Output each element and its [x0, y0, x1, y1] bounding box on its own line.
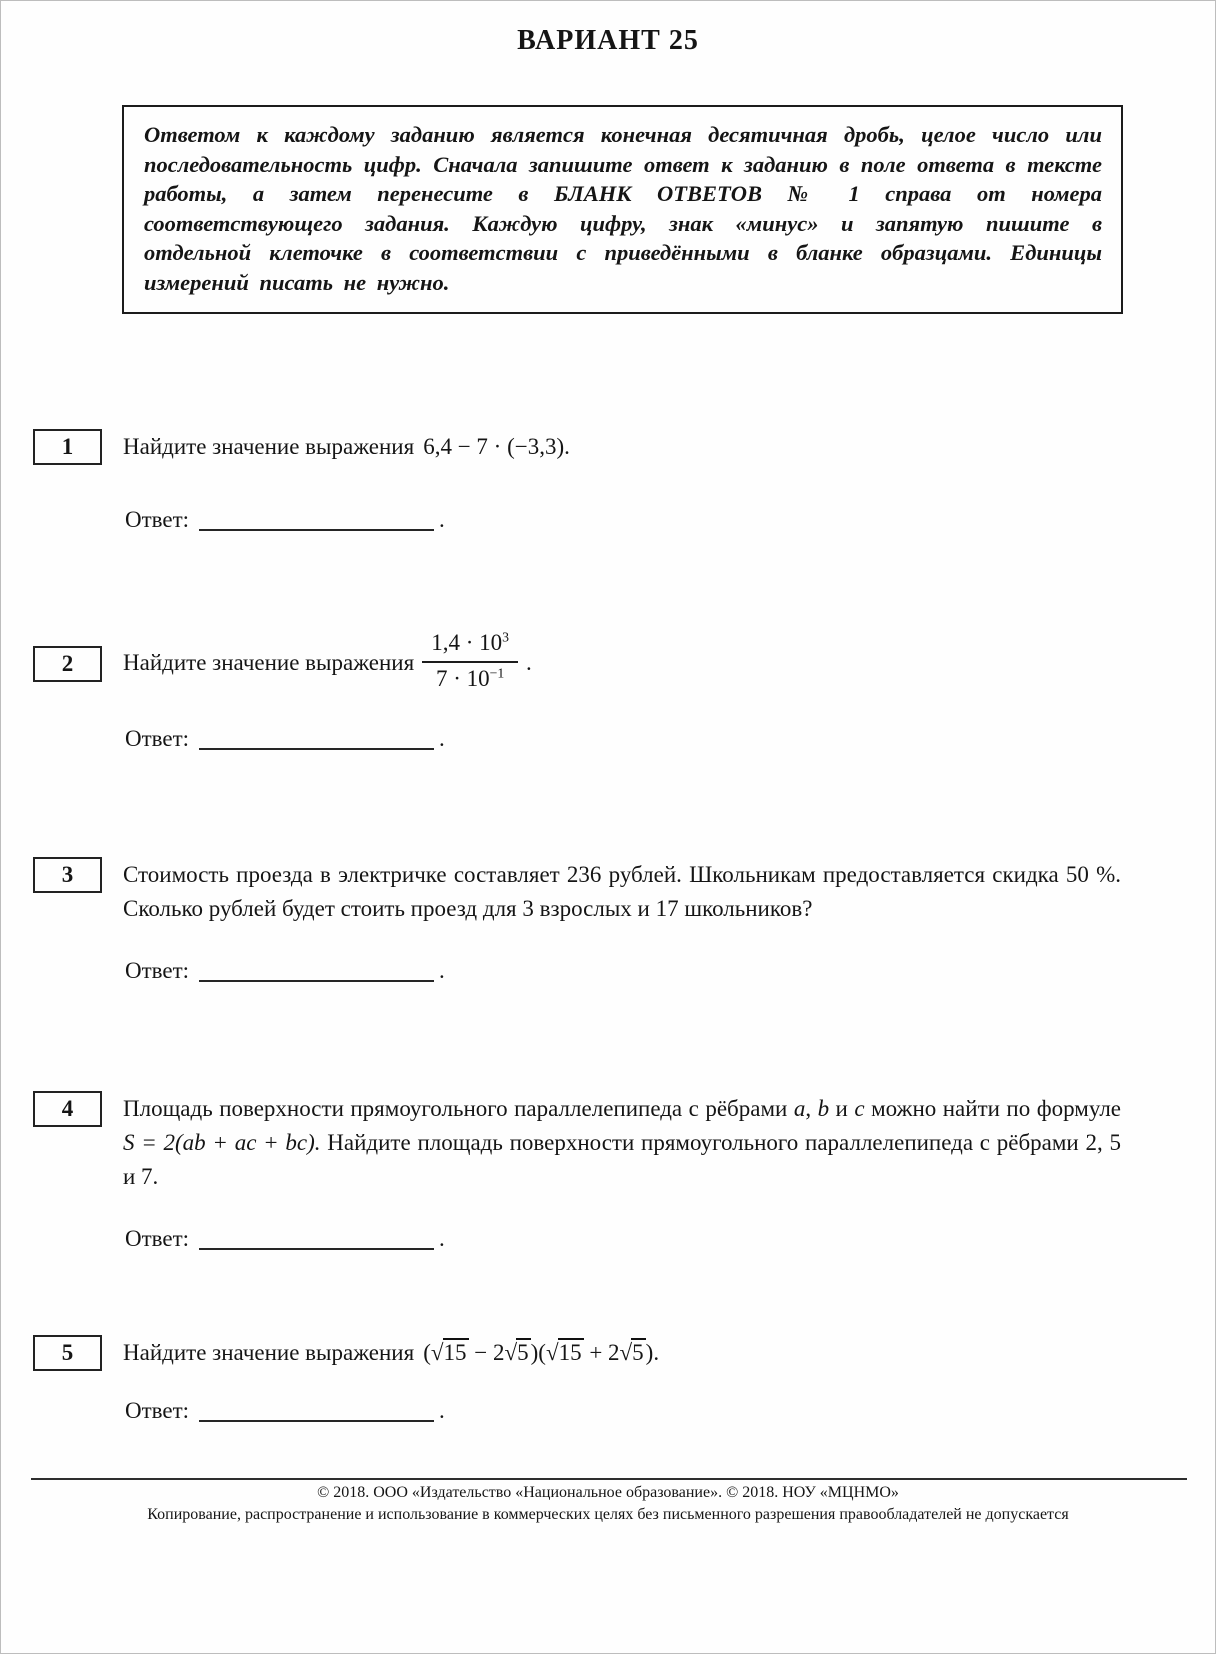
answer-blank [199, 1227, 434, 1250]
problem-2-number-box [33, 646, 102, 682]
problem-2-text [123, 630, 1121, 700]
answer-label: Ответ: [125, 1226, 190, 1251]
text-segment: ). [645, 1340, 660, 1365]
problem-5-row [1, 1335, 1216, 1371]
problem-5-answer-row [125, 1398, 1216, 1424]
text-segment: , [805, 1096, 818, 1121]
var-a: a [793, 1096, 806, 1121]
text-segment: и [829, 1096, 855, 1121]
problem-1-prefix: Найдите значение выражения [123, 434, 415, 459]
page-title: ВАРИАНТ 25 [517, 25, 699, 56]
answer-period: . [439, 1398, 445, 1423]
problem-3-row [1, 857, 1216, 926]
text-segment: Площадь поверхности прямоугольного параллелепипеда с рёбрами [123, 1096, 794, 1121]
answer-blank [199, 727, 434, 750]
answer-label: Ответ: [125, 725, 190, 751]
answer-period: . [439, 507, 445, 532]
footer-notice: Копирование, распространение и использование в коммерческих целях без письменного разрешения правообладателей не допускается [147, 1506, 1069, 1523]
problem-1-row [1, 429, 1216, 465]
problem-1-expression: 6,4 − 7 · (−3,3). [423, 434, 570, 459]
problem-3 [1, 857, 1216, 984]
problem-4-number: 4 [61, 1096, 74, 1121]
footer-divider [31, 1478, 1187, 1480]
problem-4-answer-row [125, 1226, 1216, 1252]
radicand: 5 [517, 1340, 529, 1365]
text-segment: )( [530, 1340, 546, 1365]
problem-5-prefix: Найдите значение выражения [123, 1340, 415, 1365]
answer-period: . [439, 958, 445, 983]
problem-4 [1, 1091, 1216, 1252]
denominator-base: 7 · 10 [435, 665, 490, 691]
radical-sign: √ [430, 1340, 444, 1365]
answer-period: . [439, 725, 445, 751]
text-segment: − 2 [468, 1340, 505, 1365]
fraction-denominator [422, 661, 518, 697]
problem-5-text [123, 1336, 1121, 1370]
problem-2-suffix: . [526, 650, 532, 676]
problem-4-row [1, 1091, 1216, 1194]
radicand: 5 [632, 1340, 644, 1365]
answer-blank [199, 1399, 434, 1422]
problem-5-number: 5 [61, 1340, 74, 1365]
fraction [422, 627, 518, 697]
text-segment: можно найти по формуле [864, 1096, 1122, 1121]
problem-1-number: 1 [61, 434, 74, 459]
instructions-text: Ответом к каждому заданию является конечная десятичная дробь, целое число или последовательность цифр. Сначала запишите ответ к заданию в поле ответа в тексте работы, а затем перенесите в БЛАНК ОТВЕТОВ № 1 справа от номера соответствующего задания. Каждую цифру, знак «минус» и запятую пишите в отдельной клеточке в соответствии с приведёнными в бланке образцами. Единицы измерений писать не нужно. [144, 122, 1102, 295]
problem-3-answer-row [125, 958, 1216, 984]
problem-5 [1, 1335, 1216, 1424]
answer-label: Ответ: [125, 507, 190, 532]
problem-3-number: 3 [61, 862, 74, 887]
answer-period: . [439, 1226, 445, 1251]
instructions-box [122, 105, 1123, 314]
numerator-exponent: 3 [502, 629, 510, 645]
answer-blank [199, 508, 434, 531]
var-c: c [854, 1096, 865, 1121]
radical-sign: √ [619, 1340, 633, 1365]
problem-2 [1, 629, 1216, 752]
text-segment: + 2 [583, 1340, 620, 1365]
problem-2-number: 2 [61, 651, 74, 677]
answer-label: Ответ: [125, 958, 190, 983]
var-b: b [817, 1096, 830, 1121]
footer-copyright: © 2018. ООО «Издательство «Национальное образование». © 2018. НОУ «МЦНМО» [317, 1484, 899, 1501]
problem-1-text [123, 430, 1121, 464]
problem-4-text [123, 1092, 1121, 1194]
radicand: 15 [558, 1340, 582, 1365]
numerator-base: 1,4 · 10 [431, 630, 503, 655]
sqrt-term [431, 1340, 469, 1365]
sqrt-term [504, 1340, 530, 1365]
text-segment: Найдите площадь поверхности прямоугольного параллелепипеда с рёбрами 2, 5 и 7. [123, 1130, 1121, 1189]
problem-3-text: Стоимость проезда в электричке составляет 236 рублей. Школьникам предоставляется скидка 50 %. Сколько рублей будет стоить проезд для 3 взрослых и 17 школьников? [123, 862, 1121, 921]
denominator-exponent: −1 [489, 665, 505, 681]
problem-1-answer-row [125, 507, 1216, 533]
problem-4-number-box [33, 1091, 102, 1127]
radical-sign: √ [504, 1340, 518, 1365]
radicand: 15 [443, 1340, 467, 1365]
problem-1 [1, 429, 1216, 533]
sqrt-term [620, 1340, 646, 1365]
problem-5-number-box [33, 1335, 102, 1371]
answer-blank [199, 959, 434, 982]
problem-2-answer-row [125, 726, 1216, 752]
answer-label: Ответ: [125, 1398, 190, 1423]
sqrt-term [546, 1340, 584, 1365]
problem-5-expression [423, 1340, 659, 1365]
radical-sign: √ [545, 1340, 559, 1365]
problem-2-row [1, 629, 1216, 700]
problem-1-number-box [33, 429, 102, 465]
surface-area-formula: S = 2(ab + ac + bc). [123, 1130, 321, 1155]
fraction-numerator [422, 627, 518, 661]
text-segment: ( [423, 1340, 431, 1365]
problem-3-number-box [33, 857, 102, 893]
problem-2-prefix: Найдите значение выражения [123, 650, 415, 676]
